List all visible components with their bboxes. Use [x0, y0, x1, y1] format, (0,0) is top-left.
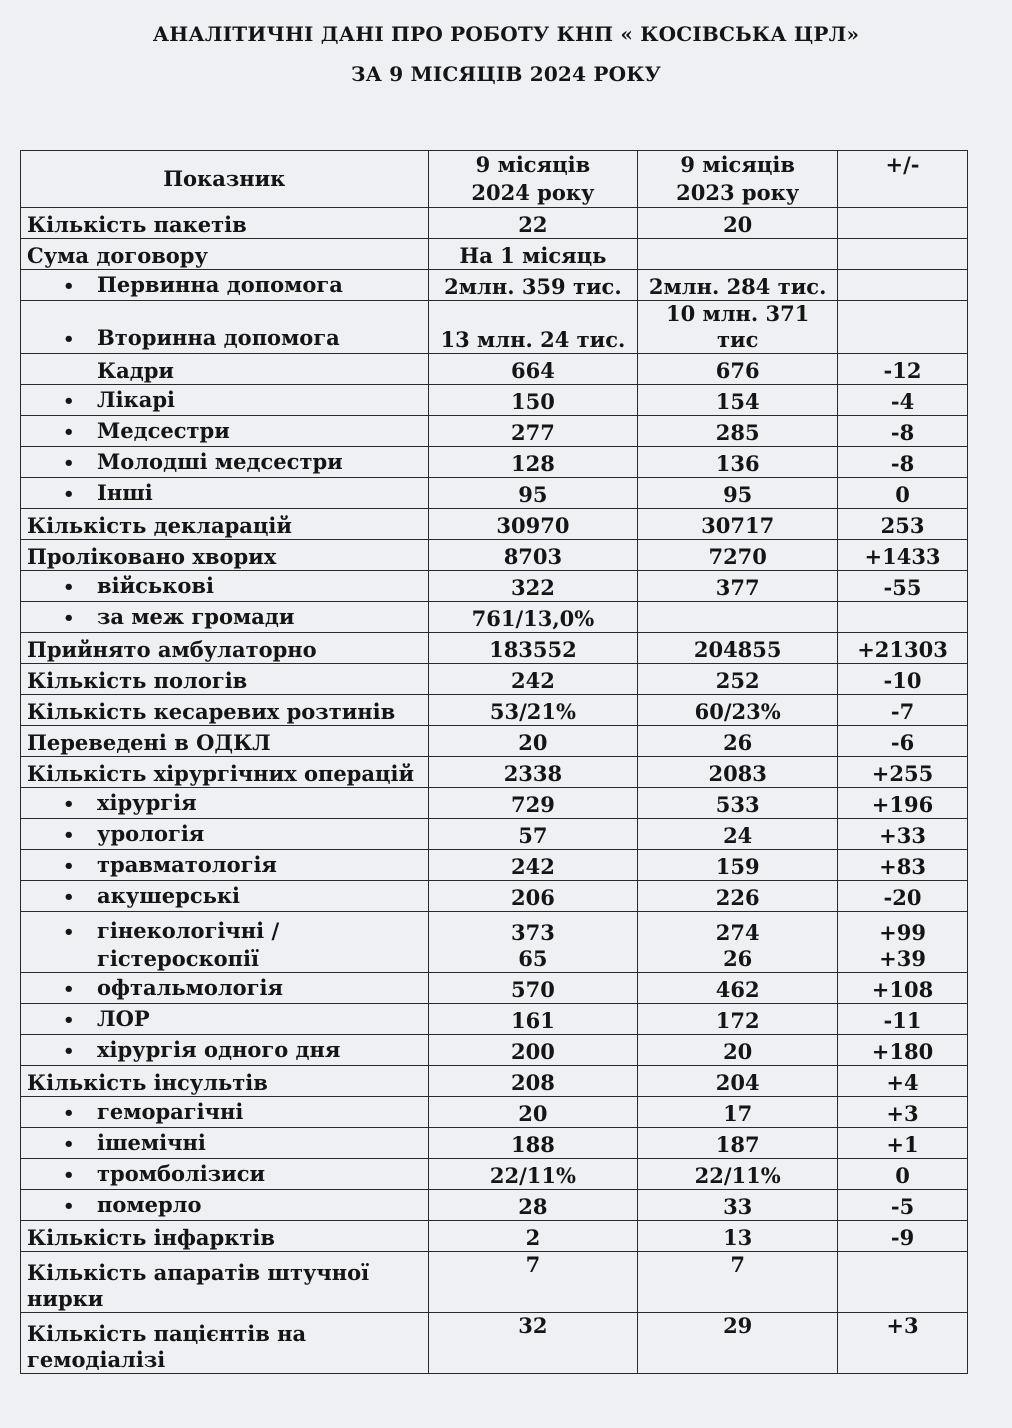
row-label: • хірургія одного дня	[21, 1035, 429, 1066]
row-label: Кількість пацієнтів на гемодіалізі	[21, 1313, 429, 1374]
row-label: • тромболізиси	[21, 1159, 429, 1190]
value-2024: 57	[428, 819, 638, 850]
table-row	[21, 1252, 968, 1313]
value-2024: 53/21%	[428, 695, 638, 726]
value-2024: 13 млн. 24 тис.	[428, 301, 638, 354]
table-row	[21, 695, 968, 726]
value-2023: 20	[638, 1035, 838, 1066]
value-2023: 172	[638, 1004, 838, 1035]
value-2024: 188	[428, 1128, 638, 1159]
table-row	[21, 1159, 968, 1190]
value-2023: 159	[638, 850, 838, 881]
value-2024: 206	[428, 881, 638, 912]
value-2024: 128	[428, 447, 638, 478]
value-diff: 0	[838, 1159, 968, 1190]
table-row	[21, 385, 968, 416]
value-2023: 22/11%	[638, 1159, 838, 1190]
table-row	[21, 1004, 968, 1035]
row-label: Кількість інфарктів	[21, 1221, 429, 1252]
value-2023: 533	[638, 788, 838, 819]
table-row	[21, 912, 968, 973]
value-2024: 208	[428, 1066, 638, 1097]
value-2024: 22/11%	[428, 1159, 638, 1190]
row-label: • Молодші медсестри	[21, 447, 429, 478]
value-2023: 20	[638, 208, 838, 239]
row-label: • ЛОР	[21, 1004, 429, 1035]
value-2023: 136	[638, 447, 838, 478]
value-diff: -7	[838, 695, 968, 726]
row-label: • геморагічні	[21, 1097, 429, 1128]
row-label: • урологія	[21, 819, 429, 850]
table-row	[21, 447, 968, 478]
table-row	[21, 478, 968, 509]
header-row	[21, 151, 968, 208]
table-row	[21, 239, 968, 270]
row-label: Сума договору	[21, 239, 429, 270]
value-2023: 462	[638, 973, 838, 1004]
table-row	[21, 416, 968, 447]
value-diff: +180	[838, 1035, 968, 1066]
value-diff	[838, 602, 968, 633]
value-2023: 7270	[638, 540, 838, 571]
value-2024: 729	[428, 788, 638, 819]
report-title: АНАЛІТИЧНІ ДАНІ ПРО РОБОТУ КНП « КОСІВСЬКА ЦРЛ»	[152, 22, 860, 46]
value-2023: 2млн. 284 тис.	[638, 270, 838, 301]
table-row	[21, 1313, 968, 1374]
value-2023	[638, 602, 838, 633]
report-table	[20, 150, 968, 1374]
value-diff: +108	[838, 973, 968, 1004]
value-diff	[838, 270, 968, 301]
table-row	[21, 881, 968, 912]
value-2023: 274 26	[638, 912, 838, 973]
table-row	[21, 540, 968, 571]
value-diff: -8	[838, 416, 968, 447]
table-row	[21, 571, 968, 602]
value-2023: 33	[638, 1190, 838, 1221]
row-label: • Медсестри	[21, 416, 429, 447]
value-2023: 30717	[638, 509, 838, 540]
value-diff: +4	[838, 1066, 968, 1097]
value-2024: 322	[428, 571, 638, 602]
row-label: Кількість декларацій	[21, 509, 429, 540]
value-2023: 24	[638, 819, 838, 850]
value-2024: 2	[428, 1221, 638, 1252]
table-row	[21, 1066, 968, 1097]
table-row	[21, 602, 968, 633]
value-2024: 570	[428, 973, 638, 1004]
value-2024: 277	[428, 416, 638, 447]
value-diff: +255	[838, 757, 968, 788]
row-label: • Лікарі	[21, 385, 429, 416]
value-2023: 377	[638, 571, 838, 602]
value-2024: 32	[428, 1313, 638, 1374]
value-2024: 8703	[428, 540, 638, 571]
value-diff: 253	[838, 509, 968, 540]
header-2023: 9 місяців 2023 року	[638, 151, 838, 208]
value-2023: 252	[638, 664, 838, 695]
row-label: • акушерські	[21, 881, 429, 912]
row-label: Кількість інсультів	[21, 1066, 429, 1097]
value-2023: 95	[638, 478, 838, 509]
row-label: Кількість пологів	[21, 664, 429, 695]
value-2024: 30970	[428, 509, 638, 540]
value-2024: 20	[428, 726, 638, 757]
value-diff: -8	[838, 447, 968, 478]
table-row	[21, 354, 968, 385]
table-row	[21, 1128, 968, 1159]
table-row	[21, 1221, 968, 1252]
value-diff: -4	[838, 385, 968, 416]
table-row	[21, 270, 968, 301]
value-2024: 761/13,0%	[428, 602, 638, 633]
table-row	[21, 664, 968, 695]
row-label: Кількість апаратів штучної нирки	[21, 1252, 429, 1313]
value-diff	[838, 301, 968, 354]
header-2024: 9 місяців 2024 року	[428, 151, 638, 208]
row-label: Кількість кесаревих розтинів	[21, 695, 429, 726]
row-label: Прийнято амбулаторно	[21, 633, 429, 664]
value-diff: +83	[838, 850, 968, 881]
value-diff: 0	[838, 478, 968, 509]
row-label: • гінекологічні / гістероскопії	[21, 912, 429, 973]
value-2024: 22	[428, 208, 638, 239]
table-row	[21, 633, 968, 664]
table-row	[21, 509, 968, 540]
table-row	[21, 850, 968, 881]
value-2024: 664	[428, 354, 638, 385]
value-diff: +1433	[838, 540, 968, 571]
table-row	[21, 301, 968, 354]
value-2023: 7	[638, 1252, 838, 1313]
row-label: Кадри	[21, 354, 429, 385]
row-label: Кількість хірургічних операцій	[21, 757, 429, 788]
value-diff: -9	[838, 1221, 968, 1252]
value-2023: 29	[638, 1313, 838, 1374]
value-diff: +99 +39	[838, 912, 968, 973]
table-row	[21, 1097, 968, 1128]
value-diff: +196	[838, 788, 968, 819]
value-2024: 7	[428, 1252, 638, 1313]
value-2023: 226	[638, 881, 838, 912]
value-diff	[838, 208, 968, 239]
row-label: Проліковано хворих	[21, 540, 429, 571]
table-row	[21, 973, 968, 1004]
value-2024: 183552	[428, 633, 638, 664]
value-2024: 28	[428, 1190, 638, 1221]
row-label: Кількість пакетів	[21, 208, 429, 239]
row-label: • хірургія	[21, 788, 429, 819]
value-2024: 150	[428, 385, 638, 416]
report-subtitle: ЗА 9 МІСЯЦІВ 2024 РОКУ	[350, 62, 662, 86]
value-2024: 2млн. 359 тис.	[428, 270, 638, 301]
header-indicator: Показник	[21, 151, 429, 208]
merged-value: На 1 місяць	[428, 239, 638, 270]
value-2023: 285	[638, 416, 838, 447]
row-label: • померло	[21, 1190, 429, 1221]
value-diff: -20	[838, 881, 968, 912]
value-2023: 10 млн. 371 тис	[638, 301, 838, 354]
row-label: • ішемічні	[21, 1128, 429, 1159]
table-row	[21, 1035, 968, 1066]
row-label: • за меж громади	[21, 602, 429, 633]
row-label: • Первинна допомога	[21, 270, 429, 301]
value-2023: 17	[638, 1097, 838, 1128]
value-2024: 242	[428, 850, 638, 881]
value-diff: -5	[838, 1190, 968, 1221]
value-diff: -12	[838, 354, 968, 385]
value-diff: -11	[838, 1004, 968, 1035]
value-diff: +3	[838, 1313, 968, 1374]
value-2023: 26	[638, 726, 838, 757]
value-2023: 2083	[638, 757, 838, 788]
table-row	[21, 208, 968, 239]
table-row	[21, 788, 968, 819]
value-2023: 13	[638, 1221, 838, 1252]
value-diff: +33	[838, 819, 968, 850]
value-2024: 20	[428, 1097, 638, 1128]
row-label: • травматологія	[21, 850, 429, 881]
value-2024: 95	[428, 478, 638, 509]
value-diff: +21303	[838, 633, 968, 664]
value-2024: 242	[428, 664, 638, 695]
value-2023: 204	[638, 1066, 838, 1097]
value-2024: 2338	[428, 757, 638, 788]
value-diff: +3	[838, 1097, 968, 1128]
row-label: Переведені в ОДКЛ	[21, 726, 429, 757]
table-row	[21, 757, 968, 788]
row-label: • Вторинна допомога	[21, 301, 429, 354]
table-row	[21, 1190, 968, 1221]
value-2023: 204855	[638, 633, 838, 664]
value-diff: -10	[838, 664, 968, 695]
value-2024: 161	[428, 1004, 638, 1035]
value-diff	[838, 1252, 968, 1313]
value-diff: -55	[838, 571, 968, 602]
value-2024: 373 65	[428, 912, 638, 973]
value-2023: 154	[638, 385, 838, 416]
table-row	[21, 726, 968, 757]
value-diff: -6	[838, 726, 968, 757]
row-label: • військові	[21, 571, 429, 602]
value-2024: 200	[428, 1035, 638, 1066]
value-2023: 60/23%	[638, 695, 838, 726]
value-2023: 676	[638, 354, 838, 385]
value-2023: 187	[638, 1128, 838, 1159]
value-diff: +1	[838, 1128, 968, 1159]
table-row	[21, 819, 968, 850]
header-diff: +/-	[838, 151, 968, 208]
row-label: • офтальмологія	[21, 973, 429, 1004]
row-label: • Інші	[21, 478, 429, 509]
